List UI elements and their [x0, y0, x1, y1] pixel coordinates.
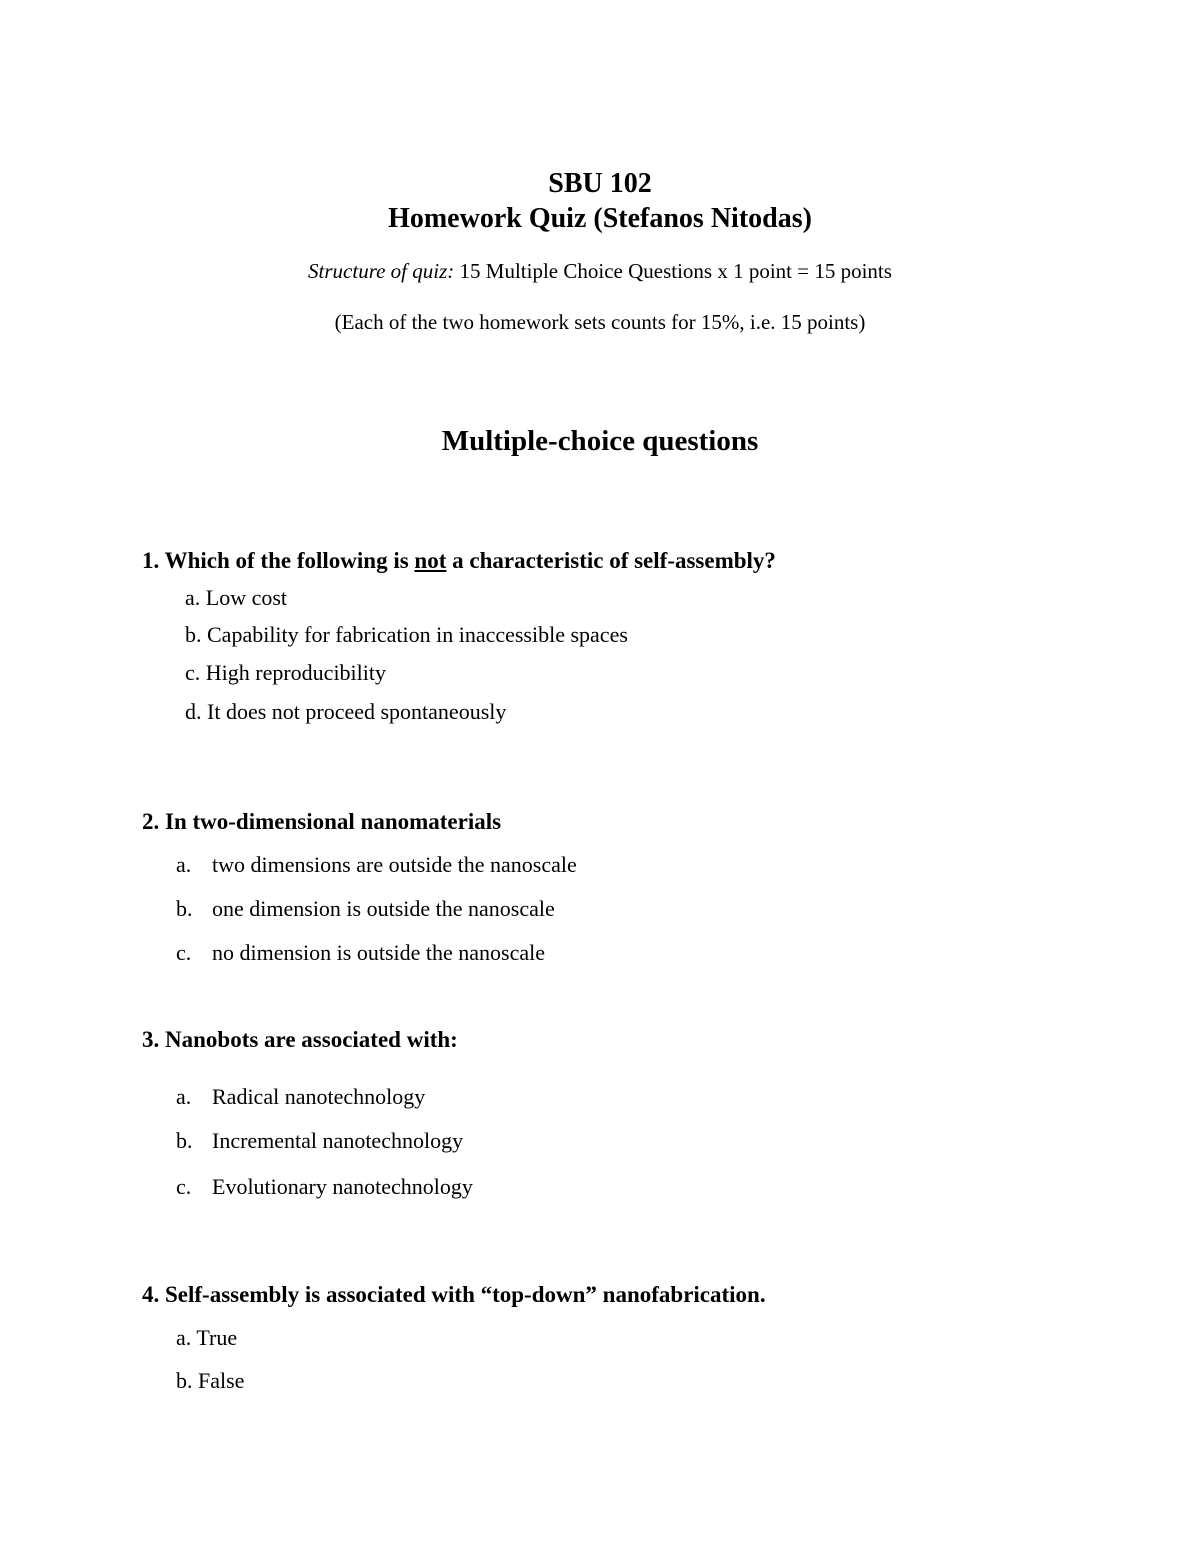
q2-option-c [176, 940, 545, 966]
question-3: 3. Nanobots are associated with: [142, 1027, 458, 1052]
q2-option-a [176, 852, 577, 878]
option-label: b. [185, 622, 202, 647]
option-text: Low cost [205, 585, 288, 610]
question-4: 4. Self-assembly is associated with “top-down” nanofabrication. [142, 1282, 766, 1307]
question-1-suffix: a characteristic of self-assembly? [446, 548, 776, 573]
grading-note: (Each of the two homework sets counts for 15%, i.e. 15 points) [334, 310, 866, 334]
option-label: a. [185, 585, 201, 610]
option-text: It does not proceed spontaneously [207, 699, 507, 724]
option-text: Radical nanotechnology [212, 1084, 426, 1109]
option-label: c. [176, 1174, 192, 1199]
option-text: Evolutionary nanotechnology [212, 1174, 473, 1199]
option-text: two dimensions are outside the nanoscale [212, 852, 577, 877]
option-text: High reproducibility [205, 660, 387, 685]
q4-option-b [176, 1368, 244, 1394]
structure-label: Structure of quiz: [308, 259, 455, 283]
option-text: Incremental nanotechnology [212, 1128, 464, 1153]
course-code: SBU 102 [548, 168, 652, 199]
q1-option-c [185, 660, 386, 686]
q3-option-a [176, 1084, 425, 1110]
option-label: b. [176, 1128, 193, 1153]
option-label: a. [176, 852, 192, 877]
question-1 [142, 547, 776, 575]
option-text: True [196, 1325, 238, 1350]
q2-option-b [176, 896, 555, 922]
q1-option-a [185, 585, 287, 611]
question-1-emphasis: not [414, 548, 447, 573]
option-label: b. [176, 896, 193, 921]
section-title: Multiple-choice questions [441, 425, 759, 457]
option-text: False [198, 1368, 245, 1393]
option-label: c. [185, 660, 201, 685]
option-label: b. [176, 1368, 193, 1393]
quiz-structure [0, 258, 1200, 284]
option-text: Capability for fabrication in inaccessible spaces [207, 622, 628, 647]
question-2: 2. In two-dimensional nanomaterials [142, 809, 502, 834]
option-label: c. [176, 940, 192, 965]
q1-option-d [185, 699, 506, 725]
structure-text: 15 Multiple Choice Questions x 1 point = 15 points [459, 259, 892, 283]
question-1-prefix: 1. Which of the following is [142, 548, 415, 573]
q3-option-b [176, 1128, 463, 1154]
option-label: d. [185, 699, 202, 724]
q3-option-c [176, 1174, 473, 1200]
option-text: one dimension is outside the nanoscale [212, 896, 555, 921]
option-text: no dimension is outside the nanoscale [212, 940, 545, 965]
option-label: a. [176, 1084, 192, 1109]
q1-option-b [185, 622, 628, 648]
option-label: a. [176, 1325, 192, 1350]
quiz-title: Homework Quiz (Stefanos Nitodas) [388, 203, 812, 234]
q4-option-a [176, 1325, 237, 1351]
